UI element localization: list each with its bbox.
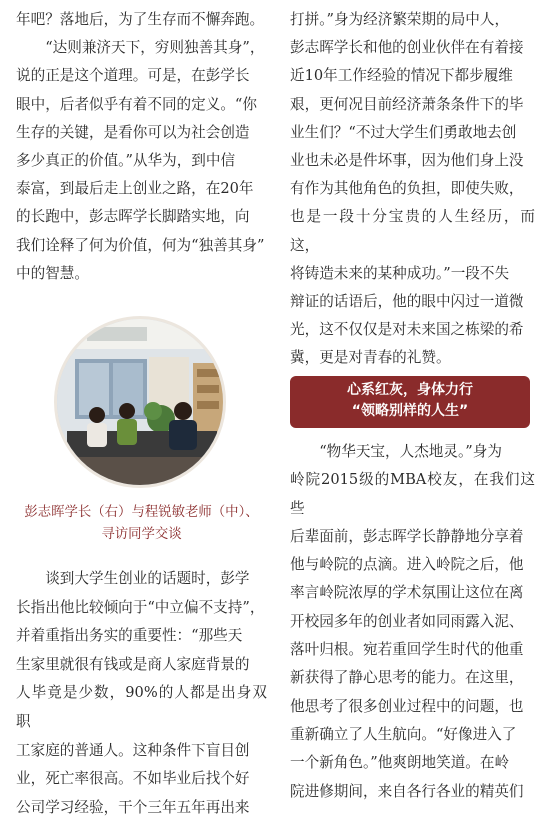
text-line: 率言岭院浓厚的学术氛围让这位在离: [290, 584, 524, 602]
right-column-top: [290, 6, 535, 373]
text-line: 后辈面前，彭志晖学长静静地分享着: [290, 527, 524, 545]
text-line: 泰富，到最后走上创业之路，在20年: [16, 180, 254, 198]
section-heading-line: 心系红灰，身体力行: [347, 382, 473, 398]
text-line: 重新确立了人生航向。“好像进入了: [290, 725, 517, 743]
text-line: 并着重指出务实的重要性：“那些天: [16, 627, 243, 645]
text-line: 我们诠释了何为价值，何为“独善其身”: [16, 236, 265, 254]
text-line: “物华天宝，人杰地灵。”身为: [319, 443, 502, 460]
text-line: 一个新角色。”他爽朗地笑道。在岭: [290, 754, 510, 772]
text-line: 中的智慧。: [16, 264, 89, 282]
text-line: 落叶归根。宛若重回学生时代的他重: [290, 641, 524, 659]
text-line: 业生们？“不过大学生们勇敢地去创: [290, 123, 517, 141]
text-line: 业也未必是件坏事，因为他们身上没: [290, 152, 524, 170]
text-line: 有作为其他角色的负担，即使失败，: [290, 180, 524, 198]
section-heading: [290, 376, 530, 428]
text-line: 彭志晖学长和他的创业伙伴在有着接: [290, 39, 524, 57]
photo-caption: [16, 502, 267, 546]
text-line: 打拼。”身为经济繁荣期的局中人，: [290, 11, 510, 28]
text-line: 长指出他比较倾向于“中立偏不支持”，: [16, 598, 265, 616]
text-line: 业，死亡率很高。不如毕业后找个好: [16, 770, 250, 788]
text-line: 人毕竟是少数，90%的人都是出身双职: [16, 684, 267, 730]
text-line: 眼中，后者似乎有着不同的定义。“你: [16, 95, 257, 113]
text-line: 说的正是这个道理。可是，在彭学长: [16, 67, 250, 85]
text-line: 年吧？落地后，为了生存而不懈奔跑。: [16, 11, 265, 28]
text-line: 光，这不仅仅是对未来国之栋梁的希: [290, 321, 524, 339]
text-line: 谈到大学生创业的话题时，彭学: [45, 570, 250, 587]
left-column-bottom: [16, 565, 267, 822]
text-line: 开校园多年的创业者如同雨露入泥、: [290, 612, 524, 630]
text-line: 生家里就很有钱或是商人家庭背景的: [16, 655, 250, 673]
text-line: 院进修期间，来自各行各业的精英们: [290, 782, 524, 800]
right-column-bottom: [290, 438, 535, 806]
text-line: “达则兼济天下，穷则独善其身”，: [45, 39, 265, 57]
text-line: 的长跑中，彭志晖学长脚踏实地，向: [16, 208, 250, 226]
text-line: 近10年工作经验的情况下都步履维: [290, 67, 513, 85]
text-line: 将铸造未来的某种成功。”一段不失: [290, 264, 510, 282]
section-heading-line: “领略别样的人生”: [351, 403, 469, 419]
text-line: 也是一段十分宝贵的人生经历，而这，: [290, 208, 535, 254]
text-line: 冀，更是对青春的礼赞。: [290, 349, 451, 367]
text-line: 生存的关键，是看你可以为社会创造: [16, 123, 250, 141]
text-line: 岭院2015级的MBA校友，在我们这些: [290, 471, 535, 517]
text-line: 他思考了很多创业过程中的问题，也: [290, 697, 524, 715]
caption-line: 彭志晖学长（右）与程锐敏老师（中）、: [24, 505, 259, 520]
text-line: 辩证的话语后，他的眼中闪过一道微: [290, 293, 524, 311]
left-column-top: [16, 6, 267, 288]
text-line: 工家庭的普通人。这种条件下盲目创: [16, 741, 250, 759]
text-line: 多少真正的价值。”从华为，到中信: [16, 152, 236, 170]
photo-illustration: [57, 319, 223, 485]
text-line: 新获得了静心思考的能力。在这里，: [290, 669, 524, 687]
text-line: 艰，更何况目前经济萧条条件下的毕: [290, 95, 524, 113]
text-line: 公司学习经验，干个三年五年再出来: [16, 798, 250, 816]
caption-line: 寻访同学交谈: [101, 527, 182, 542]
interview-photo: [54, 316, 226, 488]
text-line: 他与岭院的点滴。进入岭院之后，他: [290, 556, 524, 574]
